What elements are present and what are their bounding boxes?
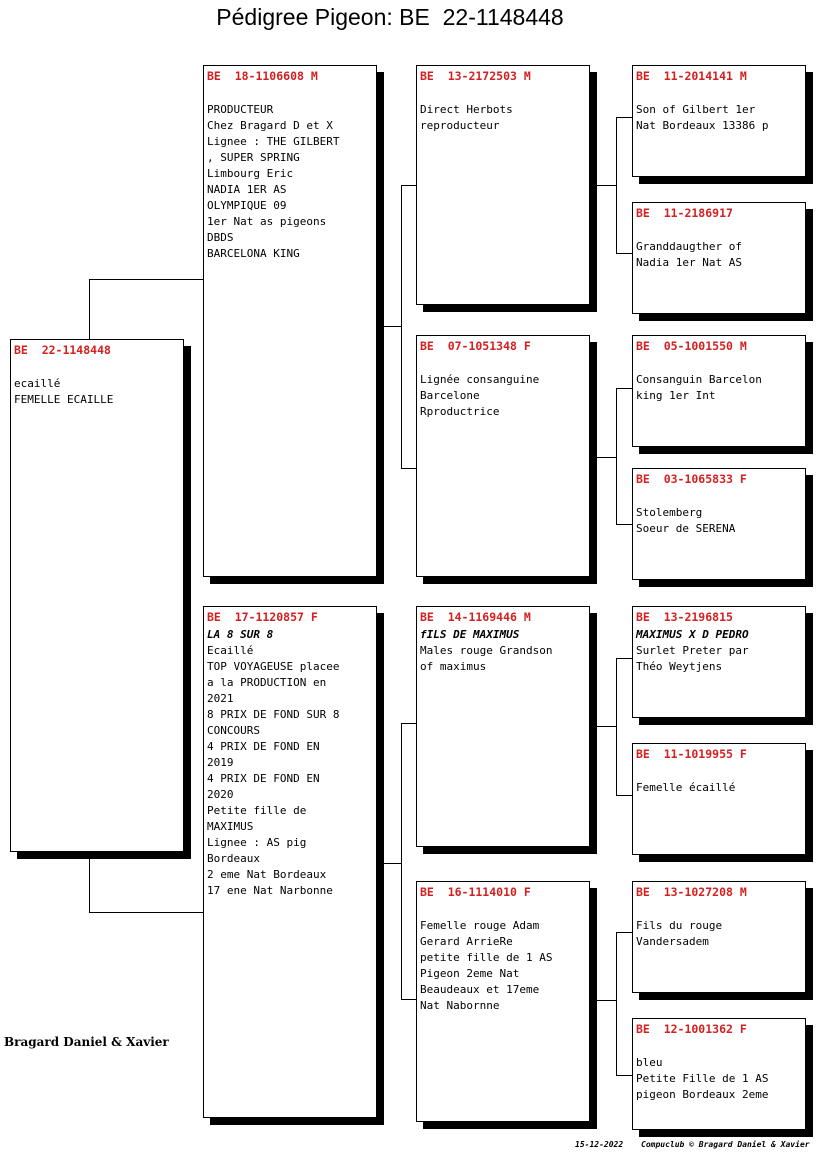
card-notes: Direct Herbots reproducteur (420, 103, 513, 132)
card-notes: ecaillé FEMELLE ECAILLE (14, 377, 114, 406)
ggp-card-2 (632, 202, 806, 314)
card-notes: Ecaillé TOP VOYAGEUSE placee a la PRODUCTION en 2021 8 PRIX DE FOND SUR 8 CONCOURS 4 PRIX DE FOND EN 2019 4 PRIX DE FOND EN 2020 Petite fille de MAXIMUS Lignee : AS pig Bordeaux 2 eme Nat Bordeaux 17 ene Nat Narbonne (207, 644, 340, 897)
connector-line (377, 863, 401, 864)
connector-line (89, 912, 204, 913)
card-subtitle (636, 489, 802, 505)
father-card (203, 65, 377, 577)
ggp-card-1 (632, 65, 806, 177)
paternal-grandmother-card (416, 335, 590, 577)
card-subtitle (420, 86, 586, 102)
card-subtitle (207, 86, 373, 102)
page-title: Pédigree Pigeon: BE 22-1148448 (216, 4, 564, 30)
card-subtitle: LA 8 SUR 8 (207, 628, 274, 641)
card-subtitle (636, 764, 802, 780)
connector-line (401, 185, 417, 186)
ring-number: BE 11-2014141 M (636, 69, 747, 83)
card-subtitle (636, 86, 802, 102)
card-notes: bleu Petite Fille de 1 AS pigeon Bordeaux 2eme (636, 1056, 769, 1101)
breeder-name: Bragard Daniel & Xavier (4, 1035, 169, 1049)
ggp-card-7 (632, 881, 806, 993)
connector-line (590, 1000, 616, 1001)
ggp-card-6 (632, 743, 806, 855)
card-subtitle: fILS DE MAXIMUS (420, 628, 520, 641)
card-notes: Stolemberg Soeur de SERENA (636, 506, 736, 535)
ring-number: BE 05-1001550 M (636, 339, 747, 353)
connector-line (616, 117, 617, 253)
maternal-grandmother-card (416, 881, 590, 1122)
card-subtitle (636, 356, 802, 372)
ring-number: BE 17-1120857 F (207, 610, 318, 624)
connector-line (616, 253, 633, 254)
footer-credit: Compuclub © Bragard Daniel & Xavier (641, 1140, 810, 1149)
ring-number: BE 12-1001362 F (636, 1022, 747, 1036)
card-subtitle (420, 902, 586, 918)
connector-line (401, 723, 402, 999)
connector-line (616, 117, 633, 118)
card-notes: Granddaugther of Nadia 1er Nat AS (636, 240, 742, 269)
connector-line (89, 279, 90, 339)
ring-number: BE 16-1114010 F (420, 885, 531, 899)
ring-number: BE 13-2196815 (636, 610, 733, 624)
card-notes: Femelle écaillé (636, 781, 736, 794)
ggp-card-5 (632, 606, 806, 718)
connector-line (89, 858, 90, 912)
paternal-grandfather-card (416, 65, 590, 305)
card-notes: Lignée consanguine Barcelone Rproductrice (420, 373, 540, 418)
connector-line (89, 279, 204, 280)
connector-line (401, 723, 417, 724)
connector-line (616, 388, 633, 389)
ggp-card-8 (632, 1018, 806, 1130)
card-subtitle (420, 356, 586, 372)
card-notes: Son of Gilbert 1er Nat Bordeaux 13386 p (636, 103, 769, 132)
card-subtitle (636, 223, 802, 239)
ring-number: BE 22-1148448 (14, 343, 111, 357)
card-notes: Fils du rouge Vandersadem (636, 919, 723, 948)
connector-line (401, 468, 417, 469)
ring-number: BE 18-1106608 M (207, 69, 318, 83)
subject-card (10, 339, 184, 852)
connector-line (616, 932, 617, 1075)
ring-number: BE 13-2172503 M (420, 69, 531, 83)
maternal-grandfather-card (416, 606, 590, 847)
footer-date: 15-12-2022 (575, 1140, 624, 1149)
connector-line (616, 388, 617, 524)
ring-number: BE 07-1051348 F (420, 339, 531, 353)
connector-line (401, 999, 417, 1000)
connector-line (616, 658, 617, 795)
connector-line (590, 726, 616, 727)
card-notes: Consanguin Barcelon king 1er Int (636, 373, 762, 402)
ring-number: BE 11-2186917 (636, 206, 733, 220)
ring-number: BE 11-1019955 F (636, 747, 747, 761)
card-notes: Surlet Preter par Théo Weytjens (636, 644, 749, 673)
mother-card (203, 606, 377, 1118)
connector-line (377, 326, 401, 327)
card-subtitle (14, 360, 180, 376)
ggp-card-3 (632, 335, 806, 447)
card-notes: PRODUCTEUR Chez Bragard D et X Lignee : THE GILBERT , SUPER SPRING Limbourg Eric NADIA 1ER AS OLYMPIQUE 09 1er Nat as pigeons DBDS BARCELONA KING (207, 103, 340, 260)
card-subtitle (636, 1039, 802, 1055)
connector-line (401, 185, 402, 468)
connector-line (616, 524, 633, 525)
card-notes: Femelle rouge Adam Gerard ArrieRe petite fille de 1 AS Pigeon 2eme Nat Beaudeaux et 17eme Nat Nabornne (420, 919, 553, 1012)
ring-number: BE 03-1065833 F (636, 472, 747, 486)
connector-line (590, 185, 616, 186)
connector-line (616, 658, 633, 659)
ring-number: BE 13-1027208 M (636, 885, 747, 899)
connector-line (590, 457, 616, 458)
card-notes: Males rouge Grandson of maximus (420, 644, 553, 673)
connector-line (616, 932, 633, 933)
card-subtitle (636, 902, 802, 918)
card-subtitle: MAXIMUS X D PEDRO (636, 628, 749, 641)
ggp-card-4 (632, 468, 806, 580)
ring-number: BE 14-1169446 M (420, 610, 531, 624)
connector-line (616, 1075, 633, 1076)
connector-line (616, 795, 633, 796)
